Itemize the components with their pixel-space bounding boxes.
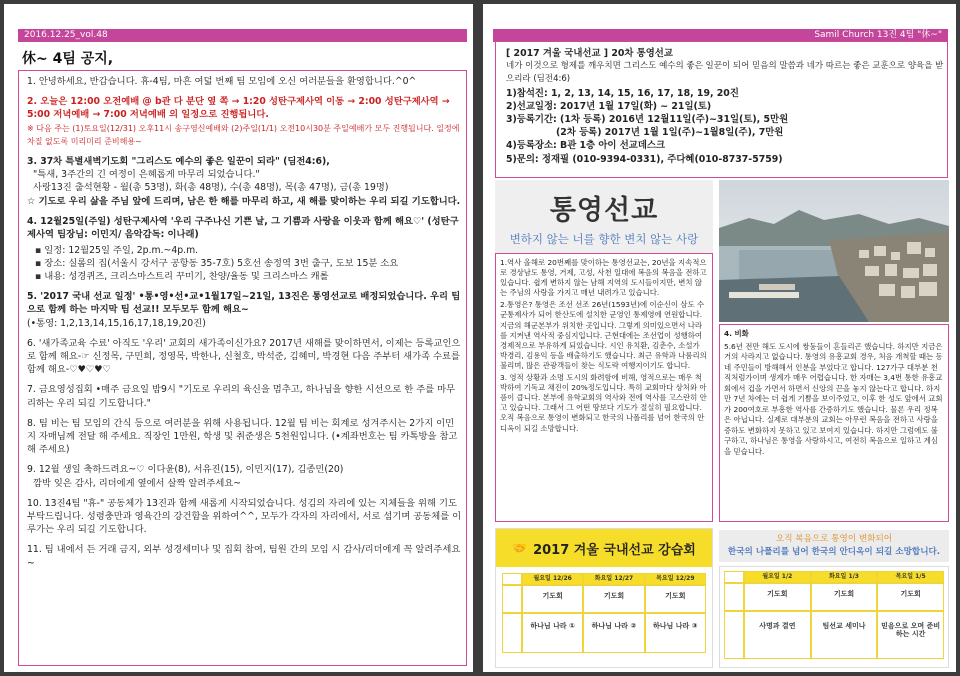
page-title: 休~ 4팀 공지, — [22, 51, 114, 67]
notice-item-2-text: 2. 오늘은 12:00 오전예배 @ b관 다 분단 옆 쪽 → 1:20 성탄구제사역 이동 → 2:00 성탄구제사역 → 5:00 저녁예배 → 7:00 저녁예배 의 일정으로 진행됩니다. — [27, 96, 450, 121]
training-table — [502, 573, 706, 653]
quote-line-2: 한국의 나폴리를 넘어 한국의 안디옥이 되길 소망합니다. — [727, 547, 941, 557]
quote-line-1: 오직 복음으로 통영이 변화되어 — [775, 534, 893, 544]
banner-subtitle: 변하지 않는 너를 향한 변치 않는 사랑 — [509, 232, 699, 246]
training-day-2: 화요일 12/27 — [583, 573, 644, 585]
training2-day-1: 월요일 1/2 — [744, 571, 811, 583]
notice-item-2-note: ※ 다음 주는 (1)토요일(12/31) 오후11시 송구영신예배와 (2)주일(1/1) 오전10시30분 주일예배가 모두 진행됩니다. 일정에 차질 없도록 미리미리 준비해용~ — [27, 123, 460, 146]
training-title: 2017 겨울 국내선교 강습회 — [533, 542, 696, 558]
notice-item-5-teams: (•통영: 1,2,13,14,15,16,17,18,19,20진) — [27, 317, 206, 329]
notice-item-5 — [27, 290, 462, 330]
notice-item-1: 1. 안녕하세요, 반갑습니다. 휴-4팀, 마흔 여덟 번째 팀 모임에 오신 여러분들을 환영합니다.^0^ — [27, 76, 417, 87]
tongyeong-banner — [495, 180, 713, 253]
training-schedule-1 — [495, 528, 713, 668]
training-cell: 하나님 나라 ③ — [645, 613, 706, 653]
notice-item-4: 4. 12월25일(주일) 성탄구제사역 '우리 구주나신 기쁜 날, 그 기쁨과 사랑을 이웃과 함께 해요♡' (성탄구제사역 팀장님: 이민지/ 음악감독: 이나래) — [27, 215, 459, 241]
mission-register-2: (2차 등록) 2017년 1월 1일(주)~1월8일(주), 7만원 — [556, 127, 784, 139]
notice-item-4-schedule: ▪ 일정: 12월25일 주일, 2p.m.~4p.m. — [35, 244, 462, 257]
notice-item-9-sub: 깜박 잊은 감사, 리더에게 옆에서 살짝 알려주세요~ — [33, 477, 242, 489]
mission-teams: 1)참석진: 1, 2, 13, 14, 15, 16, 17, 18, 19, 20진 — [506, 87, 739, 99]
training-header — [496, 529, 712, 567]
notice-item-9-text: 9. 12월 생일 축하드려요~♡ 이다윤(8), 서유진(15), 이민지(17), 김종민(20) — [27, 464, 344, 476]
notice-item-3-title: 3. 37차 특별새벽기도회 "그리스도 예수의 좋은 일꾼이 되라" (딤전4:6), — [27, 156, 330, 168]
spiritual-text: 3. 영적 상황과 소명 도시의 화려함에 비해, 영적으로는 매우 척박하여 기독교 채진이 20%정도입니다. 특히 교회마다 상처와 아픔이 큽니다. 본부에 유학교회의 역사와 전에 역사를 고스란히 안고 있습니다. 그래서 그 어떤 땅보다 기도가 절실히 필요합니다. 오직 복음으로 통영이 변화되고 한국의 나폴리를 넘어 한국의 안디옥이 되길 소망합니다. — [500, 373, 707, 433]
notice-item-5-text: 5. '2017 국내 선교 일정' •통•영•선•교•1월17일~21일, 13진은 통영선교로 배정되었습니다. 우리 팀으로 함께 하는 마지막 팀 선교!! 모두모두 함께 해요~ — [27, 291, 461, 316]
training-cell: 하나님 나라 ② — [583, 613, 644, 653]
training2-cell: 기도회 — [744, 583, 811, 611]
mission-verse: 네가 이것으로 형제를 깨우치면 그리스도 예수의 좋은 일꾼이 되어 믿음의 말씀과 네가 따르는 좋은 교훈으로 양육을 받으리라 (딤전4:6) — [506, 61, 944, 85]
mission-info-box — [495, 41, 948, 178]
notice-item-9 — [27, 463, 462, 489]
training2-day-3: 목요일 1/5 — [877, 571, 944, 583]
notice-item-11: 11. 팀 내에서 든 거래 금지, 외부 성경세미나 및 집회 참여, 팀원 간의 모임 시 감사/리더에게 꼭 알려주세요~ — [27, 544, 461, 569]
banner-title: 통영선교 — [549, 195, 659, 226]
history-text: 1.역사 올해로 20번째를 맞이하는 통영선교는, 20년을 지속적으로 경상남도 통영, 거제, 고성, 사천 일대에 복음의 복음을 전하고 있습니다. 쉽게 변하지 않는 남해 지역의 도시들이지만, 변치 않는 주님의 사랑을 가지고 매년 내려가고 있습니다. — [500, 258, 707, 298]
harbor-photo — [719, 180, 949, 322]
training-cell: 기도회 — [645, 585, 706, 613]
notice-item-3 — [27, 155, 462, 208]
notice-item-4-content: ▪ 내용: 성경퀴즈, 크리스마스트리 꾸미기, 찬양/율동 및 크리스마스 캐롤 — [35, 270, 462, 283]
story-text: 5.6년 전만 해도 도시에 쌍둥들이 흔들리곤 했습니다. 하지만 지금은 거의 사라지고 없습니다. 통영의 유흥교회 경우, 처음 개척할 때는 동네 주민들이 방해해서 인분을 부었다고 합니다. 127가구 대부분 천직처럼가이며 생계가 매우 어렵습니다. 한 자매는 3,4번 통한 유흥교회에서 겁을 가면서 하면서 신앙의 끈을 놓지 않는다고 합니다. 하지만 7년 차에는 더 쉽게 기쁨을 보이주었고, 이후 한 성도 앞에서 교회가 200여호로 부흥한 역사를 간증하기도 했습니다. 물론 우리 정복은 아닙니다. 실제로 대부분의 교회는 아무런 복음을 전하고 사랑을 증하도 변화하지 못하고 있고 보여지 있습니다. 하지만 그럼에도 불구하고, 하나님은 통영을 사랑하시고, 여전히 복음으로 일하고 계심을 믿습니다. — [724, 341, 943, 456]
notice-item-4-list — [35, 244, 462, 283]
right-page — [483, 4, 956, 672]
notice-item-3-quote: "특새, 3주간의 긴 여정이 은혜롭게 마무리 되었습니다." — [33, 169, 260, 181]
left-page — [4, 4, 473, 672]
training-day-3: 목요일 12/29 — [645, 573, 706, 585]
handshake-icon: 🤝 — [512, 541, 528, 555]
notice-item-3-prayer: ☆ 기도로 우리 삶을 주님 앞에 드리며, 남은 한 해를 마무리 하고, 새 해를 맞이하는 우리 되길 기도합니다. — [27, 195, 461, 207]
notice-item-10: 10. 13진4팀 "휴-" 공동체가 13진과 함께 새롭게 시작되었습니다. 성김의 자리에 있는 지체들을 위해 기도 부탁드립니다. 성령충만과 영육간의 강건함을 위하여^^, 모두가 각자의 자리에서, 서로 섬기며 공동체를 이루가는 우리 되길 기도합니다. — [27, 497, 462, 536]
training2-cell: 기도회 — [811, 583, 878, 611]
notice-item-2 — [27, 95, 462, 148]
training2-day-2: 화요일 1/3 — [811, 571, 878, 583]
story-heading: 4. 비화 — [724, 329, 749, 338]
notice-item-4-place: ▪ 장소: 실롬의 집(서울시 강서구 공항동 35-7호) 5호선 송정역 3번 출구, 도보 15분 소요 — [35, 257, 462, 270]
notice-item-8: 8. 팀 비는 팀 모임의 간식 등으로 여러분을 위해 사용됩니다. 12월 팀 비는 회계로 성겨주시는 2가지 이민지 자매님께 전달 해 주세요. 직장인 1만원, 학생 및 취준생은 5천원입니다. (•계좌번호는 팀 카톡방을 참고 해 주세요) — [27, 417, 458, 456]
notice-item-7: 7. 금요영성집회 •매주 금요일 밤9시 "기도로 우리의 육신을 멈추고, 하나님을 향한 시선으로 한 주를 마무리하는 우리 되길 기도합니다." — [27, 384, 456, 409]
mission-quote — [719, 530, 949, 562]
training2-cell: 믿음으로 오며 준비하는 시간 — [877, 611, 944, 659]
mission-contact: 5)문의: 정재필 (010-9394-0331), 주다혜(010-8737-5759) — [506, 153, 783, 165]
tongyeong-text: 2.통영은? 통영은 조선 선조 26년(1593년)에 이순신이 삼도 수군통제사가 되어 한산도에 설치한 군영인 통제영에 연원합니다. 지금의 해군본부가 위치한 곳입니다. 그렇게 의미있으면서 나라를 지켜낸 역사적 중심지입니다. 근현대에는 조선업이 성행하여 경제적으로 부유하게 되었습니다. 시인 유치환, 김춘수, 소설가 박경리, 김용익 등을 배출하기도 했습니다. 최근 유학과 나룸리의 불리며, 많은 관광객들이 찾는 식도락 여행지이기도 합니다. — [500, 300, 707, 370]
mission-history-column — [495, 253, 713, 522]
training2-cell: 팀선교 세미나 — [811, 611, 878, 659]
mission-register-place: 4)등록장소: B관 1층 아이 선교데스크 — [506, 140, 666, 152]
training2-cell: 기도회 — [877, 583, 944, 611]
mission-title: [ 2017 겨울 국내선교 ] 20차 통영선교 — [506, 48, 673, 59]
training2-cell: 사명과 결연 — [744, 611, 811, 659]
notice-box — [18, 70, 467, 666]
left-header-bar: 2016.12.25_vol.48 — [18, 29, 467, 42]
mission-story-column — [719, 324, 949, 522]
notice-item-6: 6. '새가족교육 수료' 아직도 '우리' 교회의 새가족이신가요? 2017년 새해를 맞이하면서, 이제는 등록교인으로 함께 해요-☞ 신정목, 구민희, 정영목, 박한나, 신철호, 박석준, 김혜미, 박경현 다음 주부터 새가족 수료를 함께 해요-♡♥♡♥♡ — [27, 337, 461, 376]
training-table-2 — [724, 571, 944, 659]
training-schedule-2 — [719, 566, 949, 668]
right-header-bar: Samil Church 13진 4팀 "休~" — [493, 29, 948, 42]
notice-item-3-attendance: 사랑13진 출석현황 - 월(총 53명), 화(총 48명), 수(총 48명), 목(총 47명), 금(총 19명) — [33, 182, 389, 194]
training-cell: 기도회 — [522, 585, 583, 613]
training-cell: 기도회 — [583, 585, 644, 613]
mission-dates: 2)선교일정: 2017년 1월 17일(화) ~ 21일(토) — [506, 100, 712, 112]
training-day-1: 월요일 12/26 — [522, 573, 583, 585]
training-cell: 하나님 나라 ① — [522, 613, 583, 653]
mission-register-1: 3)등록기간: (1차 등록) 2016년 12월11일(주)~31일(토), 5만원 — [506, 114, 789, 126]
